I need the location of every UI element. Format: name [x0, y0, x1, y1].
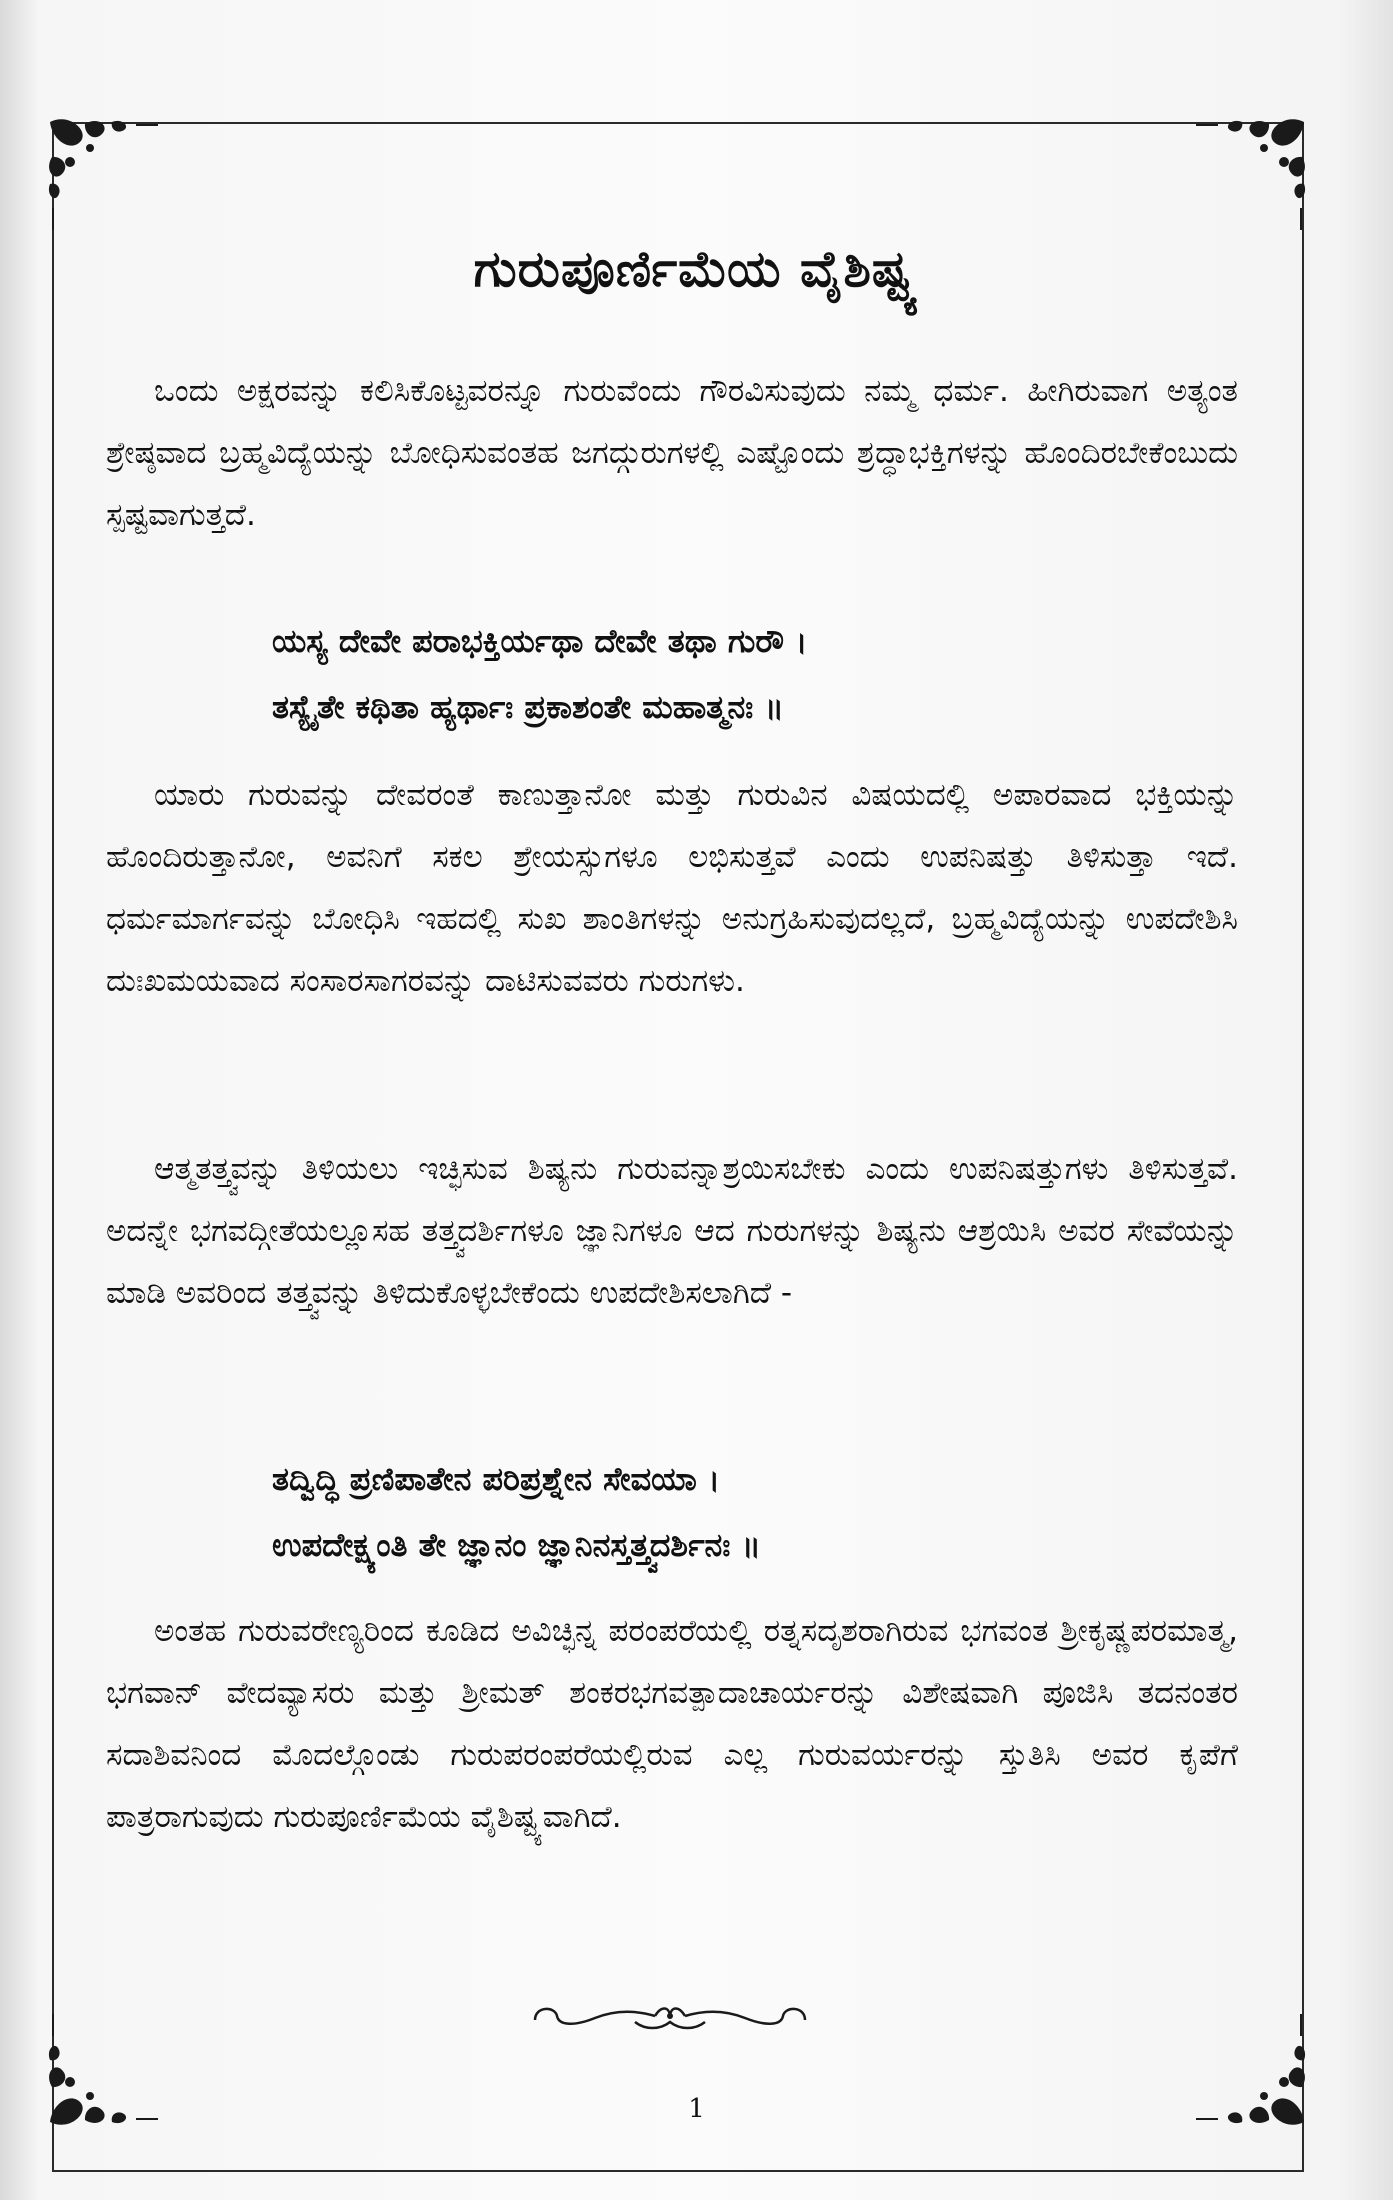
verse-block-1 [272, 608, 1172, 740]
paragraph-2: ಯಾರು ಗುರುವನ್ನು ದೇವರಂತೆ ಕಾಣುತ್ತಾನೋ ಮತ್ತು ಗುರುವಿನ ವಿಷಯದಲ್ಲಿ ಅಪಾರವಾದ ಭಕ್ತಿಯನ್ನು ಹೊಂದಿರುತ್ತಾನೋ, ಅವನಿಗೆ ಸಕಲ ಶ್ರೇಯಸ್ಸುಗಳೂ ಲಭಿಸುತ್ತವೆ ಎಂದು ಉಪನಿಷತ್ತು ತಿಳಿಸುತ್ತಾ ಇದೆ. ಧರ್ಮಮಾರ್ಗವನ್ನು ಬೋಧಿಸಿ ಇಹದಲ್ಲಿ ಸುಖ ಶಾಂತಿಗಳನ್ನು ಅನುಗ್ರಹಿಸುವುದಲ್ಲದೆ, ಬ್ರಹ್ಮವಿದ್ಯೆಯನ್ನು ಉಪದೇಶಿಸಿ ದುಃಖಮಯವಾದ ಸಂಸಾರಸಾಗರವನ್ನು ದಾಟಿಸುವವರು ಗುರುಗಳು. [106, 777, 1238, 999]
verse-1-line-2: ತಸ್ಯೈತೇ ಕಥಿತಾ ಹ್ಯರ್ಥಾಃ ಪ್ರಕಾಶಂತೇ ಮಹಾತ್ಮನಃ ॥ [272, 688, 784, 726]
decorative-divider-ornament [515, 1986, 825, 2046]
verse-1-line-1: ಯಸ್ಯ ದೇವೇ ಪರಾಭಕ್ತಿರ್ಯಥಾ ದೇವೇ ತಥಾ ಗುರೌ । [272, 622, 808, 660]
floral-corner-ornament-top-left [40, 112, 160, 232]
verse-2-line-1: ತದ್ವಿದ್ಧಿ ಪ್ರಣಿಪಾತೇನ ಪರಿಪ್ರಶ್ನೇನ ಸೇವಯಾ । [272, 1460, 721, 1498]
verse-2-line-2: ಉಪದೇಕ್ಷ್ಯಂತಿ ತೇ ಜ್ಞಾನಂ ಜ್ಞಾನಿನಸ್ತತ್ತ್ವದರ್ಶಿನಃ ॥ [272, 1526, 761, 1564]
floral-corner-ornament-top-right [1194, 112, 1314, 232]
page-title: ಗುರುಪೂರ್ಣಿಮೆಯ ವೈಶಿಷ್ಟ್ಯ [473, 240, 920, 298]
page-number: 1 [688, 2094, 705, 2124]
paragraph-3: ಆತ್ಮತತ್ತ್ವವನ್ನು ತಿಳಿಯಲು ಇಚ್ಛಿಸುವ ಶಿಷ್ಯನು ಗುರುವನ್ನಾಶ್ರಯಿಸಬೇಕು ಎಂದು ಉಪನಿಷತ್ತುಗಳು ತಿಳಿಸುತ್ತವೆ. ಅದನ್ನೇ ಭಗವದ್ಗೀತೆಯಲ್ಲೂಸಹ ತತ್ತ್ವದರ್ಶಿಗಳೂ ಜ್ಞಾನಿಗಳೂ ಆದ ಗುರುಗಳನ್ನು ಶಿಷ್ಯನು ಆಶ್ರಯಿಸಿ ಅವರ ಸೇವೆಯನ್ನು ಮಾಡಿ ಅವರಿಂದ ತತ್ತ್ವವನ್ನು ತಿಳಿದುಕೊಳ್ಳಬೇಕೆಂದು ಉಪದೇಶಿಸಲಾಗಿದೆ - [106, 1151, 1238, 1311]
verse-block-2 [272, 1446, 1172, 1578]
paragraph-1: ಒಂದು ಅಕ್ಷರವನ್ನು ಕಲಿಸಿಕೊಟ್ಟವರನ್ನೂ ಗುರುವೆಂದು ಗೌರವಿಸುವುದು ನಮ್ಮ ಧರ್ಮ. ಹೀಗಿರುವಾಗ ಅತ್ಯಂತ ಶ್ರೇಷ್ಠವಾದ ಬ್ರಹ್ಮವಿದ್ಯೆಯನ್ನು ಬೋಧಿಸುವಂತಹ ಜಗದ್ಗುರುಗಳಲ್ಲಿ ಎಷ್ಟೊಂದು ಶ್ರದ್ಧಾಭಕ್ತಿಗಳನ್ನು ಹೊಂದಿರಬೇಕೆಂಬುದು ಸ್ಪಷ್ಟವಾಗುತ್ತದೆ. [106, 373, 1238, 533]
paragraph-4: ಅಂತಹ ಗುರುವರೇಣ್ಯರಿಂದ ಕೂಡಿದ ಅವಿಚ್ಛಿನ್ನ ಪರಂಪರೆಯಲ್ಲಿ ರತ್ನಸದೃಶರಾಗಿರುವ ಭಗವಂತ ಶ್ರೀಕೃಷ್ಣಪರಮಾತ್ಮ, ಭಗವಾನ್ ವೇದವ್ಯಾಸರು ಮತ್ತು ಶ್ರೀಮತ್ ಶಂಕರಭಗವತ್ಪಾದಾಚಾರ್ಯರನ್ನು ವಿಶೇಷವಾಗಿ ಪೂಜಿಸಿ ತದನಂತರ ಸದಾಶಿವನಿಂದ ಮೊದಲ್ಗೊಂಡು ಗುರುಪರಂಪರೆಯಲ್ಲಿರುವ ಎಲ್ಲ ಗುರುವರ್ಯರನ್ನು ಸ್ತುತಿಸಿ ಅವರ ಕೃಪೆಗೆ ಪಾತ್ರರಾಗುವುದು ಗುರುಪೂರ್ಣಿಮೆಯ ವೈಶಿಷ್ಟ್ಯವಾಗಿದೆ. [106, 1613, 1238, 1835]
